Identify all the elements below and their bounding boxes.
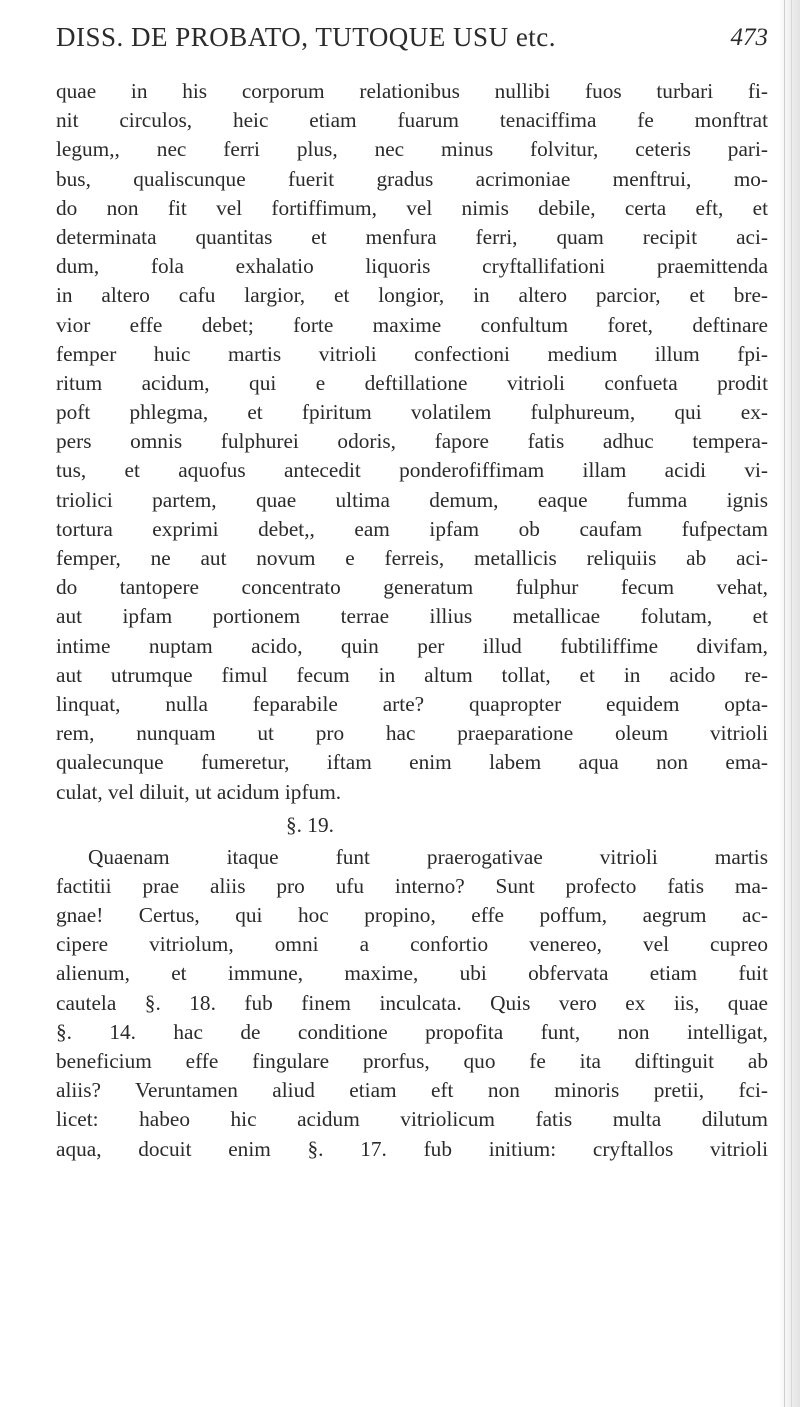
section-number: §. 19. [286, 812, 334, 837]
text-line: rem, nunquam ut pro hac praeparatione oleum vitrioli [56, 721, 768, 746]
text-line: vior effe debet; forte maxime confultum foret, deftinare [56, 312, 768, 337]
text-line: femper, ne aut novum e ferreis, metallicis reliquiis ab aci- [56, 546, 768, 570]
text-line: alienum, et immune, maxime, ubi obfervata etiam fuit [56, 961, 768, 986]
page-header [56, 22, 768, 62]
text-line: triolici partem, quae ultima demum, eaque fumma ignis [56, 487, 768, 512]
text-line: qualecunque fumeretur, iftam enim labem aqua non ema- [56, 750, 768, 775]
text-line: cautela §. 18. fub finem inculcata. Quis vero ex iis, quae [56, 990, 768, 1015]
text-line: pers omnis fulphurei odoris, fapore fatis adhuc tempera- [56, 429, 768, 454]
page-number: 473 [730, 24, 768, 51]
text-line: legum,, nec ferri plus, nec minus folvitur, ceteris pari- [56, 137, 768, 162]
text-line: factitii prae aliis pro ufu interno? Sunt profecto fatis ma- [56, 873, 768, 898]
text-line: licet: habeo hic acidum vitriolicum fatis multa dilutum [56, 1107, 768, 1132]
text-line: culat, vel diluit, ut acidum ipfum. [56, 779, 342, 804]
text-line: in altero cafu largior, et longior, in altero parcior, et bre- [56, 283, 768, 308]
text-line: §. 14. hac de conditione propofita funt, non intelligat, [56, 1019, 768, 1044]
text-line: aqua, docuit enim §. 17. fub initium: cryftallos vitrioli [56, 1136, 768, 1161]
text-line: tus, et aquofus antecedit ponderofiffimam illam acidi vi- [56, 458, 768, 483]
text-line: aut ipfam portionem terrae illius metallicae folutam, et [56, 604, 768, 629]
text-line: determinata quantitas et menfura ferri, quam recipit aci- [56, 224, 768, 249]
text-line: ritum acidum, qui e deftillatione vitrioli confueta prodit [56, 370, 768, 395]
text-line: do tantopere concentrato generatum fulphur fecum vehat, [56, 575, 768, 600]
text-line: gnae! Certus, qui hoc propino, effe poffum, aegrum ac- [56, 903, 768, 928]
text-line: quae in his corporum relationibus nullibi fuos turbari fi- [56, 79, 768, 103]
text-line: do non fit vel fortiffimum, vel nimis debile, certa eft, et [56, 195, 768, 220]
running-head: DISS. DE PROBATO, TUTOQUE USU etc. [56, 22, 557, 52]
text-line: dum, fola exhalatio liquoris cryftallifationi praemittenda [56, 254, 768, 279]
text-line: beneficium effe fingulare prorfus, quo fe ita diftinguit ab [56, 1049, 768, 1073]
text-line: aliis? Veruntamen aliud etiam eft non minoris pretii, fci- [56, 1078, 768, 1103]
text-line: linquat, nulla feparabile arte? quapropter equidem opta- [56, 691, 768, 716]
text-line: cipere vitriolum, omni a confortio venereo, vel cupreo [56, 932, 768, 957]
paragraph-1 [56, 77, 768, 807]
text-line: intime nuptam acido, quin per illud fubtiliffime divifam, [56, 633, 768, 658]
text-line: Quaenam itaque funt praerogativae vitrioli martis [88, 844, 768, 869]
text-line: poft phlegma, et fpiritum volatilem fulphureum, qui ex- [56, 400, 768, 425]
text-line: aut utrumque fimul fecum in altum tollat, et in acido re- [56, 662, 768, 687]
text-line: nit circulos, heic etiam fuarum tenaciffima fe monftrat [56, 108, 768, 133]
text-line: bus, qualiscunque fuerit gradus acrimoniae menftrui, mo- [56, 166, 768, 191]
text-line: femper huic martis vitrioli confectioni medium illum fpi- [56, 341, 768, 366]
text-line: tortura exprimi debet,, eam ipfam ob caufam fufpectam [56, 516, 768, 541]
page-edge-shadow [778, 0, 800, 1407]
paragraph-2 [56, 843, 768, 1164]
body-text [56, 77, 768, 1164]
